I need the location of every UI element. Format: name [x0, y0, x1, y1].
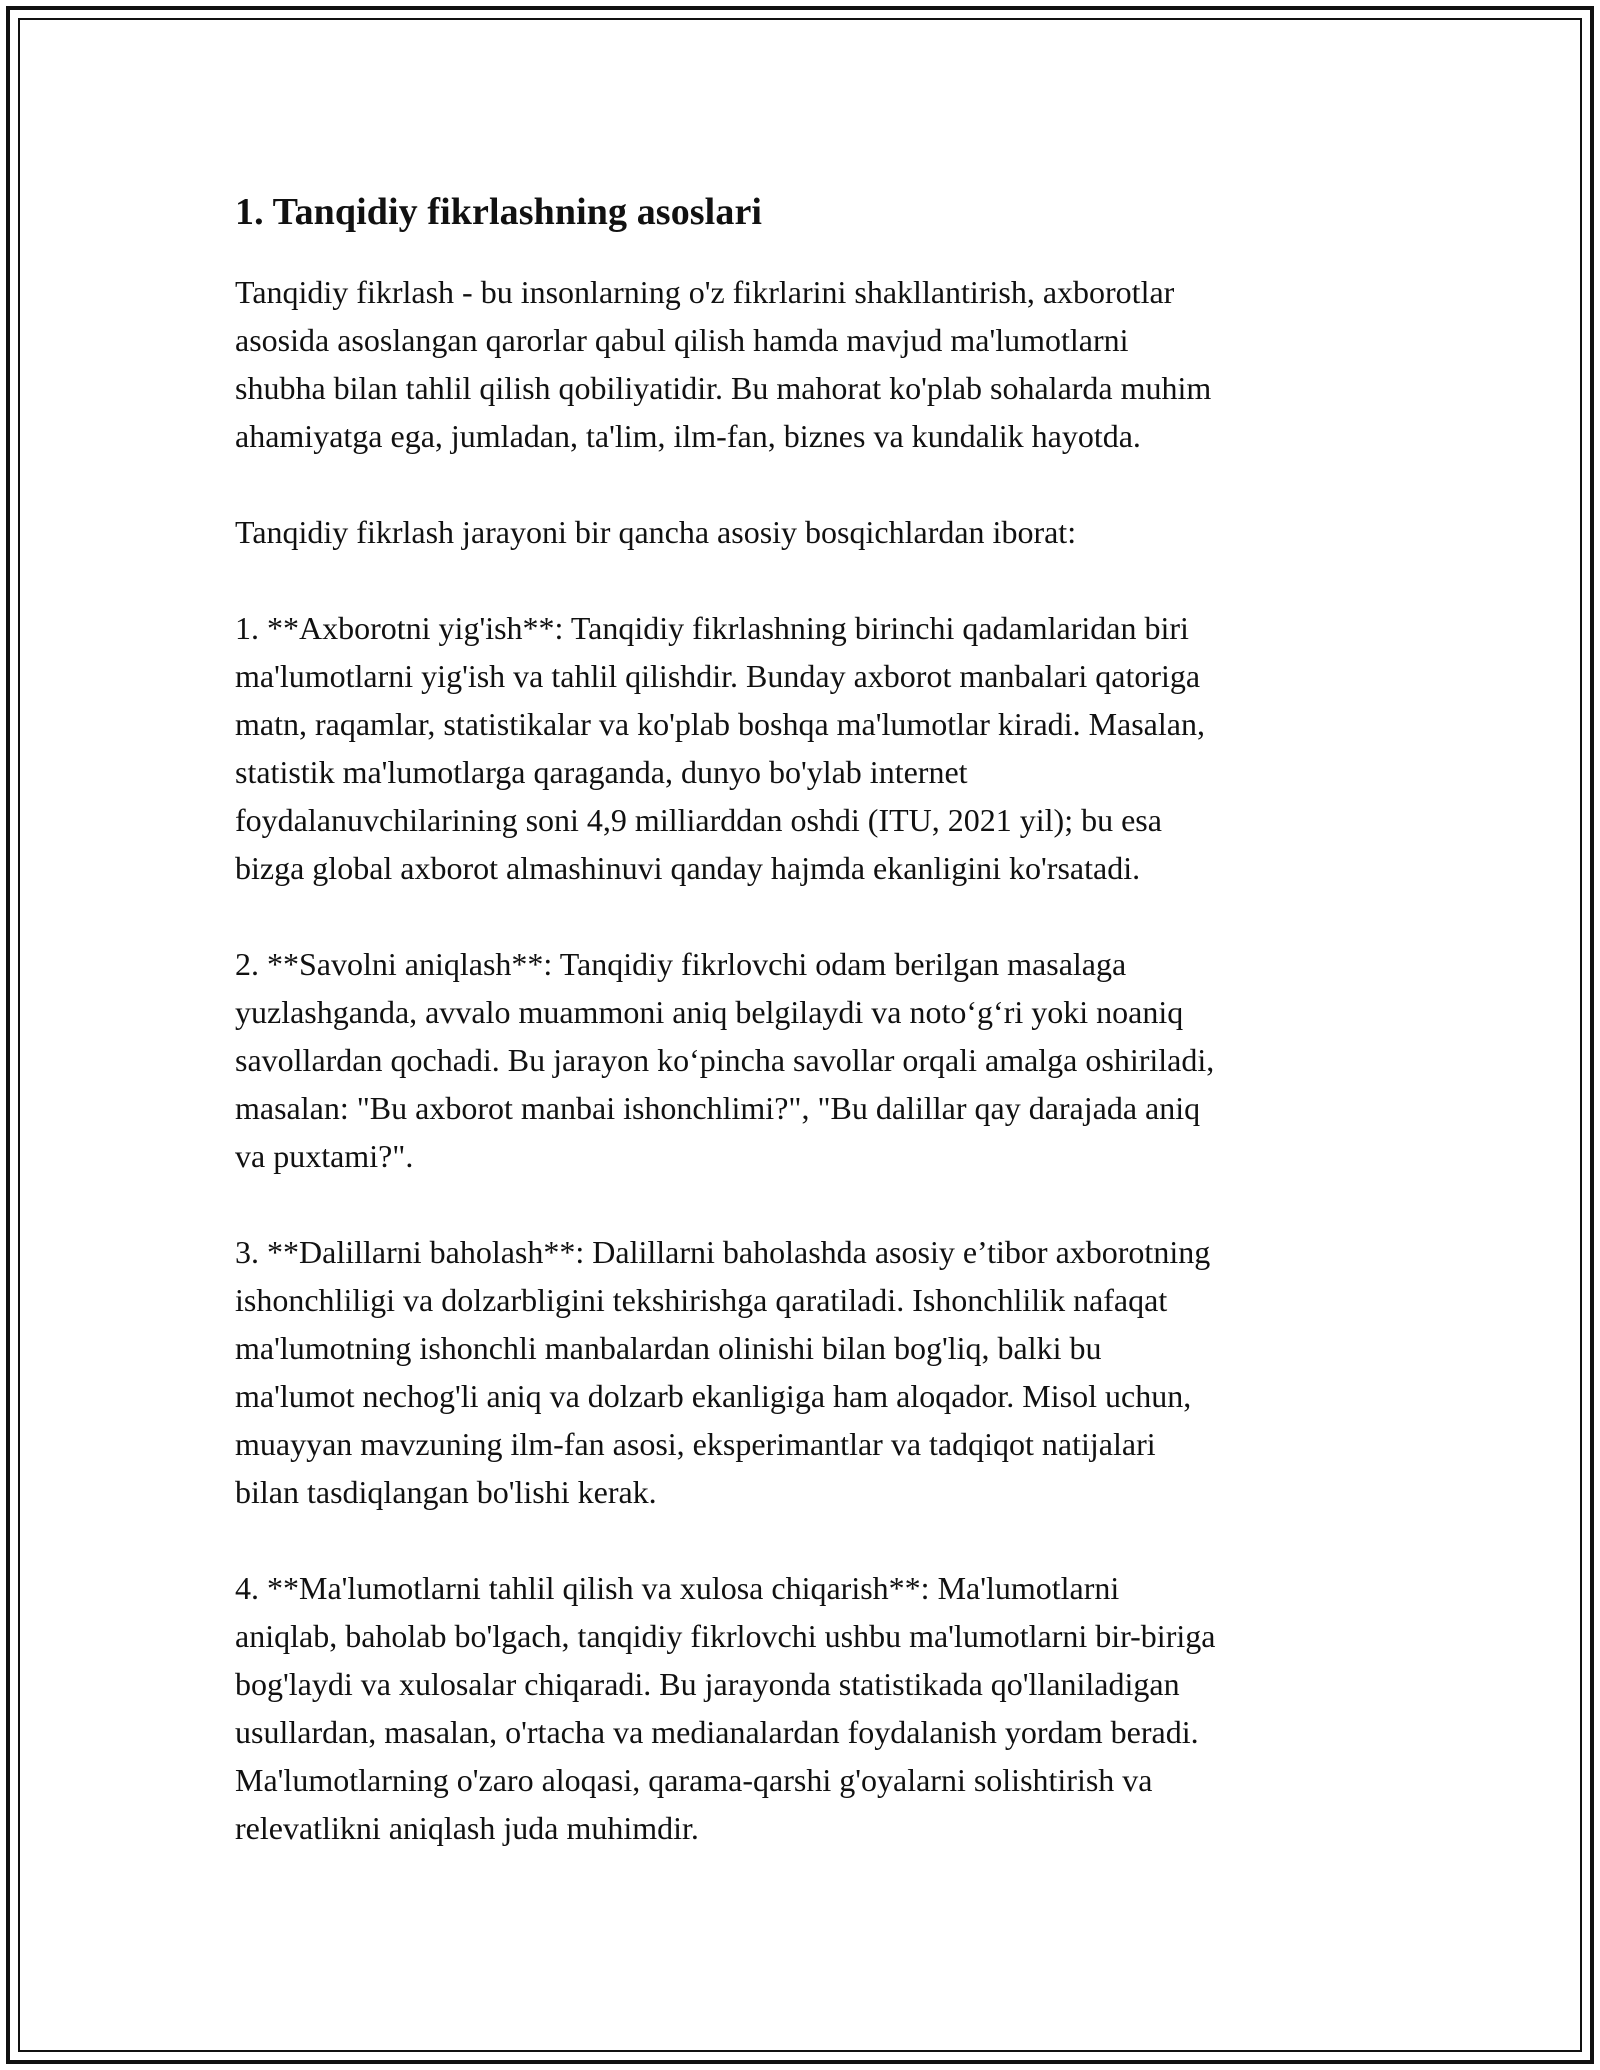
step-3-paragraph: 3. **Dalillarni baholash**: Dalillarni baholashda asosiy e’tibor axborotning ishonchliligi va dolzarbligini tekshirishga qaratiladi. Ishonchlilik nafaqat ma'lumotning ishonchli manbalardan olinishi bilan bog'liq, balki bu ma'lumot nechog'li aniq va dolzarb ekanligiga ham aloqador. Misol uchun, muayyan mavzuning ilm-fan asosi, eksperimantlar va tadqiqot natijalari bilan tasdiqlangan bo'lishi kerak. [235, 1234, 1211, 1510]
document-body [235, 184, 1385, 1852]
step-2-paragraph: 2. **Savolni aniqlash**: Tanqidiy fikrlovchi odam berilgan masalaga yuzlashganda, avvalo muammoni aniq belgilaydi va noto‘g‘ri yoki noaniq savollardan qochadi. Bu jarayon ko‘pincha savollar orqali amalga oshiriladi, masalan: "Bu axborot manbai ishonchlimi?", "Bu dalillar qay darajada aniq va puxtami?". [235, 946, 1215, 1174]
intro-paragraph: Tanqidiy fikrlash - bu insonlarning o'z fikrlarini shakllantirish, axborotlar asosida asoslangan qarorlar qabul qilish hamda mavjud ma'lumotlarni shubha bilan tahlil qilish qobiliyatidir. Bu mahorat ko'plab sohalarda muhim ahamiyatga ega, jumladan, ta'lim, ilm-fan, biznes va kundalik hayotda. [235, 274, 1212, 454]
steps-intro-paragraph: Tanqidiy fikrlash jarayoni bir qancha asosiy bosqichlardan iborat: [235, 514, 1077, 550]
step-4-paragraph: 4. **Ma'lumotlarni tahlil qilish va xulosa chiqarish**: Ma'lumotlarni aniqlab, baholab bo'lgach, tanqidiy fikrlovchi ushbu ma'lumotlarni bir-biriga bog'laydi va xulosalar chiqaradi. Bu jarayonda statistikada qo'llaniladigan usullardan, masalan, o'rtacha va medianalardan foydalanish yordam beradi. Ma'lumotlarning o'zaro aloqasi, qarama-qarshi g'oyalarni solishtirish va relevatlikni aniqlash juda muhimdir. [235, 1570, 1216, 1846]
section-heading: 1. Tanqidiy fikrlashning asoslari [235, 191, 763, 233]
step-1-paragraph: 1. **Axborotni yig'ish**: Tanqidiy fikrlashning birinchi qadamlaridan biri ma'lumotlarni yig'ish va tahlil qilishdir. Bunday axborot manbalari qatoriga matn, raqamlar, statistikalar va ko'plab boshqa ma'lumotlar kiradi. Masalan, statistik ma'lumotlarga qaraganda, dunyo bo'ylab internet foydalanuvchilarining soni 4,9 milliarddan oshdi (ITU, 2021 yil); bu esa bizga global axborot almashinuvi qanday hajmda ekanligini ko'rsatadi. [235, 610, 1205, 886]
